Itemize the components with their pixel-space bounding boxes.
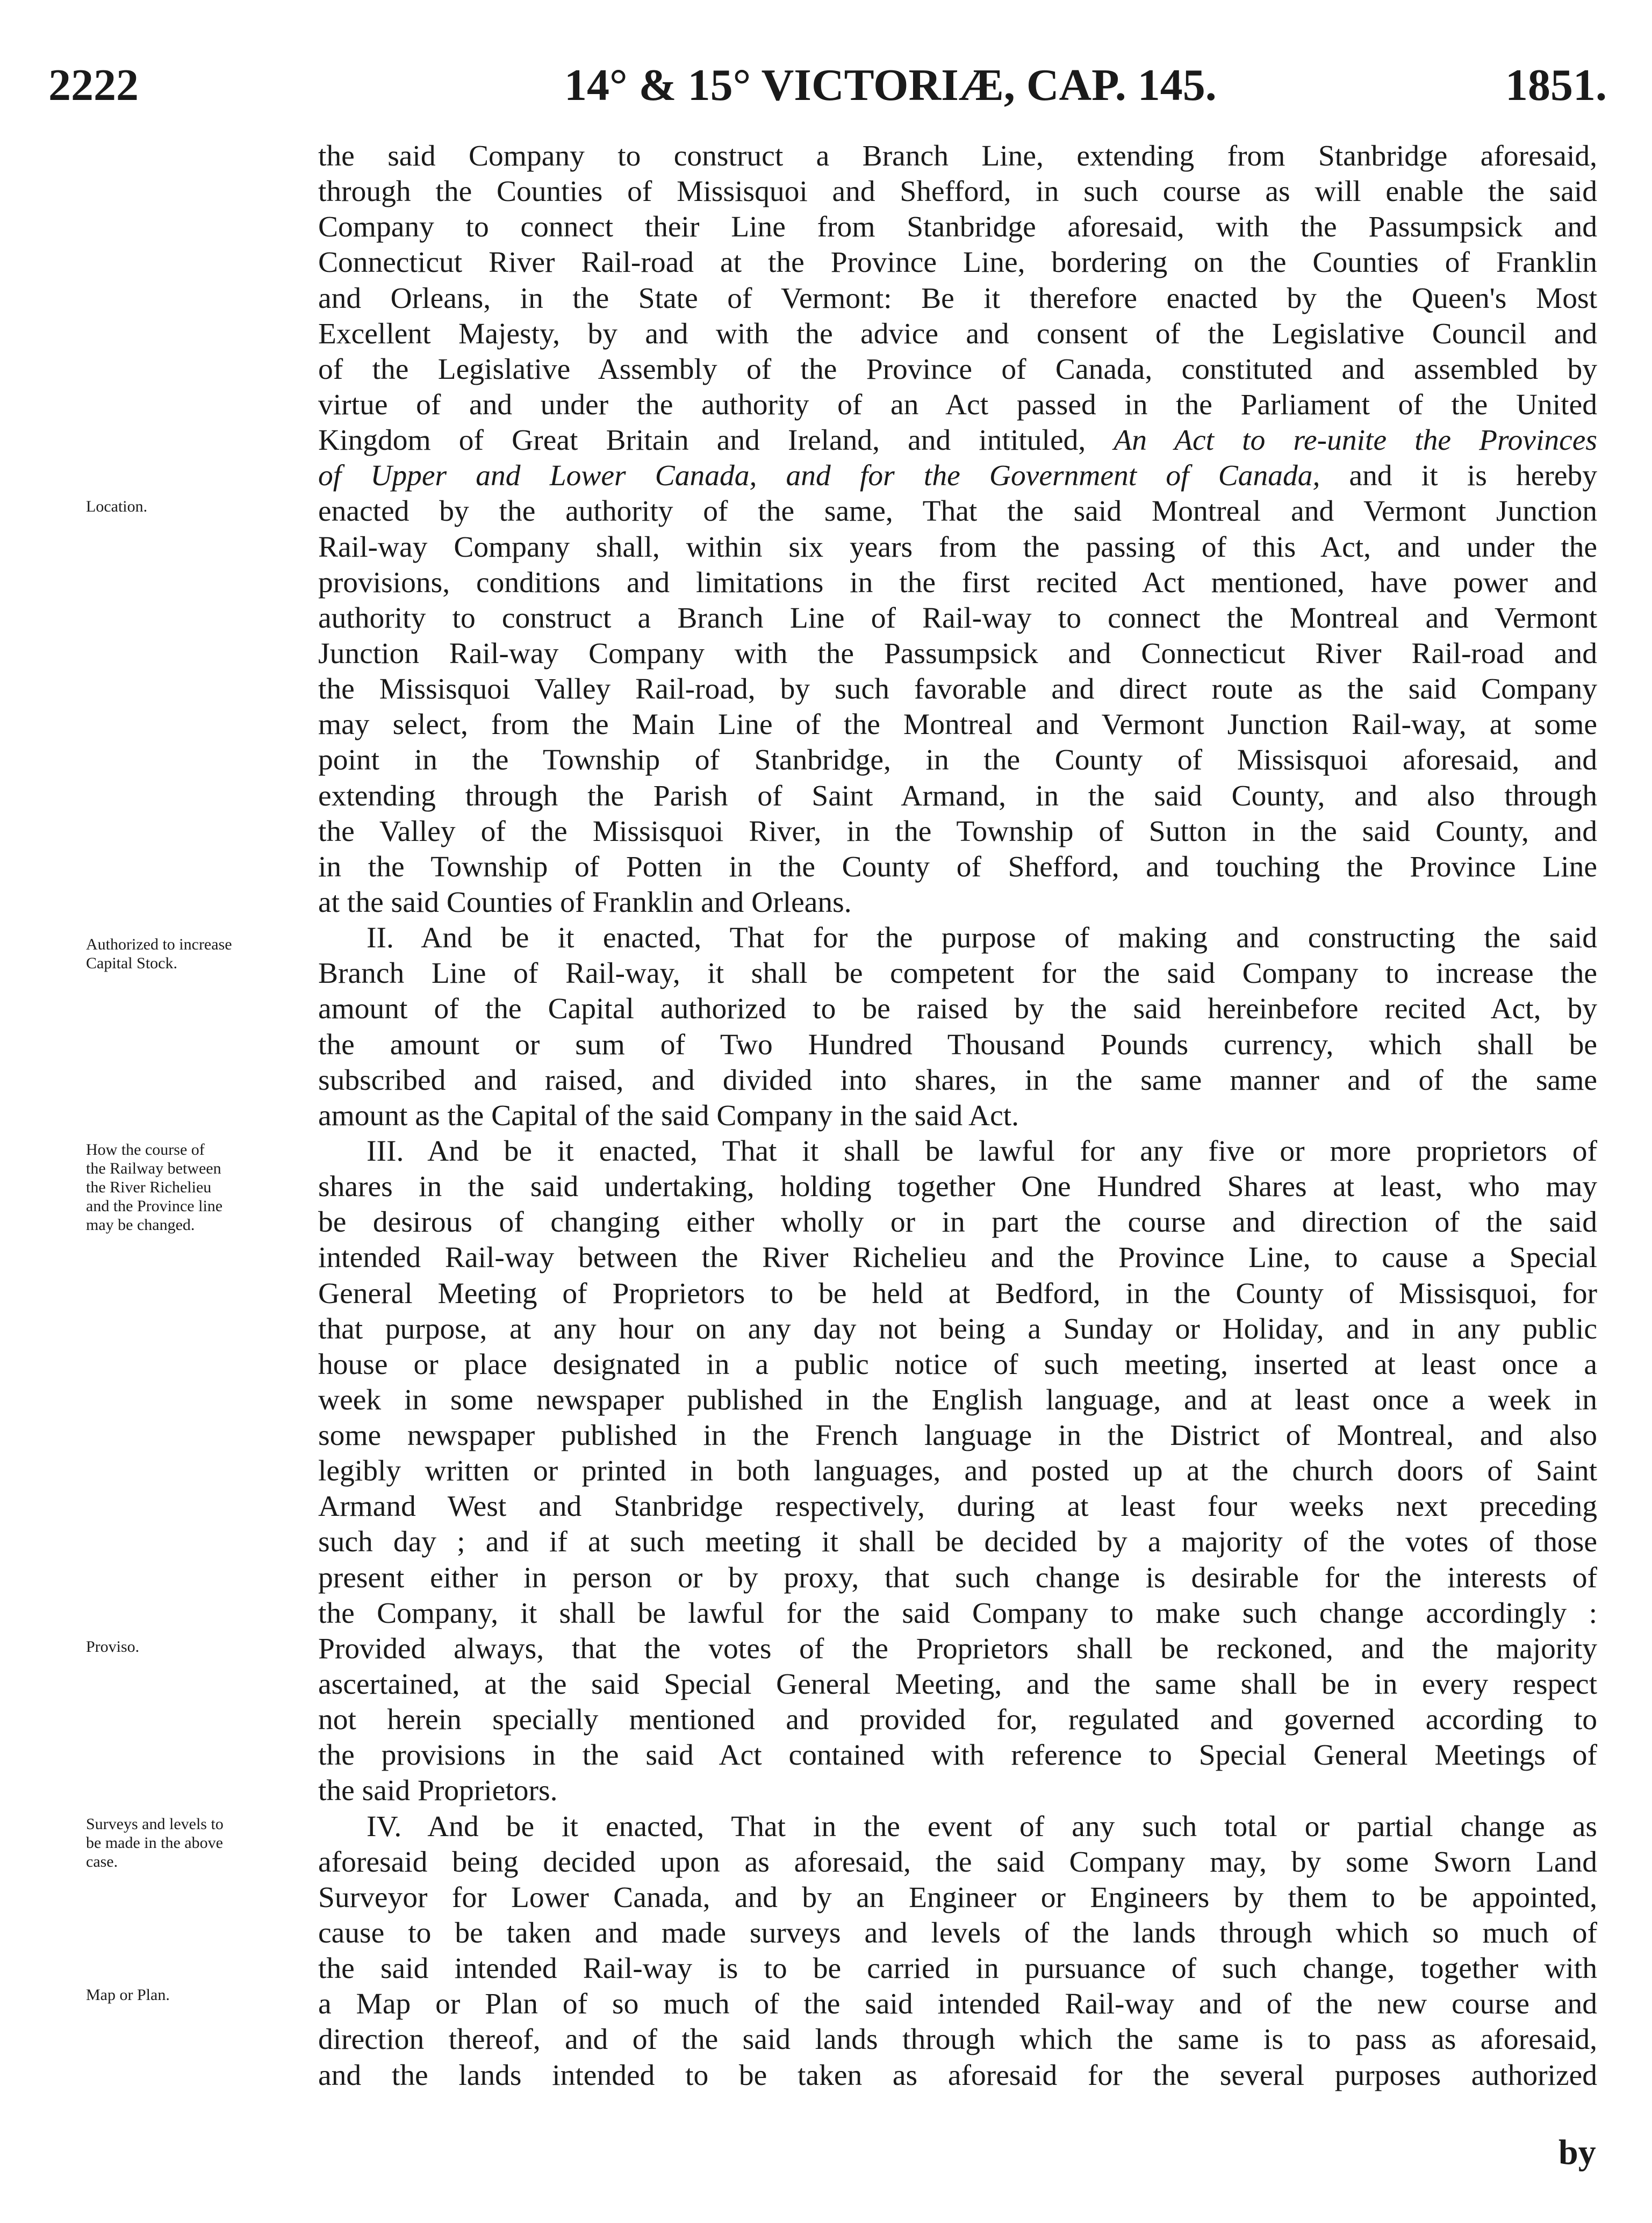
text-line: not herein specially mentioned and provided for, regulated and governed according to: [318, 1703, 1597, 1737]
text-line: house or place designated in a public notice of such meeting, inserted at least once a: [318, 1348, 1597, 1381]
text-line: through the Counties of Missisquoi and Shefford, in such course as will enable the said: [318, 175, 1597, 208]
text-line: and the lands intended to be taken as aforesaid for the several purposes authorized: [318, 2059, 1597, 2092]
text-line: the Valley of the Missisquoi River, in the Township of Sutton in the said County, and: [318, 815, 1597, 848]
text-line: Branch Line of Rail-way, it shall be competent for the said Company to increase the: [318, 957, 1597, 990]
margin-note-text: Proviso.: [86, 1638, 140, 1656]
margin-note-text: Capital Stock.: [86, 954, 177, 972]
text-line: of the Legislative Assembly of the Province of Canada, constituted and assembled by: [318, 352, 1597, 386]
text-line: the Company, it shall be lawful for the said Company to make such change accordingly :: [318, 1596, 1597, 1630]
text-line: Armand West and Stanbridge respectively, during at least four weeks next preceding: [318, 1490, 1597, 1523]
text-line: the amount or sum of Two Hundred Thousand Pounds currency, which shall be: [318, 1028, 1597, 1061]
margin-note-text: Surveys and levels to: [86, 1815, 224, 1833]
section-iv-start: IV. And be it enacted, That in the event of any such total or partial change as: [367, 1810, 1597, 1843]
act-title-italic: of Upper and Lower Canada, and for the Government of Canada,: [318, 459, 1320, 493]
text-line: some newspaper published in the French language in the District of Montreal, and also: [318, 1419, 1597, 1452]
text-line: present either in person or by proxy, that such change is desirable for the interests of: [318, 1561, 1597, 1594]
margin-note-surveys: [86, 1815, 312, 1871]
text-segment: Kingdom of Great Britain and Ireland, and intituled,: [318, 424, 1086, 457]
margin-note-text: the Railway between: [86, 1160, 221, 1177]
text-line: direction thereof, and of the said lands through which the same is to pass as aforesaid,: [318, 2023, 1597, 2056]
text-line: legibly written or printed in both languages, and posted up at the church doors of Saint: [318, 1455, 1597, 1488]
text-line: the said intended Rail-way is to be carried in pursuance of such change, together with: [318, 1952, 1597, 1985]
section-ii-start: II. And be it enacted, That for the purpose of making and constructing the said: [367, 922, 1597, 955]
text-line: the provisions in the said Act contained with reference to Special General Meetings of: [318, 1739, 1597, 1772]
margin-note-map: [86, 1985, 312, 2004]
text-line: and Orleans, in the State of Vermont: Be it therefore enacted by the Queen's Most: [318, 282, 1597, 315]
margin-note-text: How the course of: [86, 1141, 205, 1159]
margin-note-capital: [86, 935, 312, 973]
text-line: the said Company to construct a Branch Line, extending from Stanbridge aforesaid,: [318, 140, 1597, 172]
text-line: Connecticut River Rail-road at the Province Line, bordering on the Counties of Franklin: [318, 246, 1597, 279]
text-line: be desirous of changing either wholly or in part the course and direction of the said: [318, 1206, 1597, 1239]
text-line: Rail-way Company shall, within six years from the passing of this Act, and under the: [318, 530, 1597, 564]
margin-note-proviso: [86, 1637, 312, 1656]
text-line: amount as the Capital of the said Company in the said Act.: [318, 1099, 1019, 1132]
page-header: [48, 59, 1607, 118]
text-line: [318, 458, 1597, 494]
text-line: such day ; and if at such meeting it shall be decided by a majority of the votes of those: [318, 1526, 1597, 1559]
text-line: amount of the Capital authorized to be raised by the said hereinbefore recited Act, by: [318, 992, 1597, 1026]
year: 1851.: [1505, 60, 1607, 110]
page-number: 2222: [48, 60, 139, 110]
margin-note-text: be made in the above: [86, 1834, 223, 1852]
text-line: General Meeting of Proprietors to be held at Bedford, in the County of Missisquoi, for: [318, 1277, 1597, 1310]
catchword: by: [1558, 2133, 1596, 2172]
text-line: at the said Counties of Franklin and Orleans.: [318, 886, 852, 919]
body-text: [318, 139, 1597, 2093]
text-line: authority to construct a Branch Line of Rail-way to connect the Montreal and Vermont: [318, 601, 1597, 635]
margin-note-text: Location.: [86, 498, 148, 515]
margin-note-text: the River Richelieu: [86, 1178, 212, 1196]
margin-note-text: Authorized to increase: [86, 936, 232, 953]
margin-note-text: may be changed.: [86, 1216, 195, 1234]
margin-note-text: case.: [86, 1853, 118, 1871]
text-line: the said Proprietors.: [318, 1774, 558, 1808]
text-line: provisions, conditions and limitations in the first recited Act mentioned, have power and: [318, 566, 1597, 599]
text-line: subscribed and raised, and divided into shares, in the same manner and of the same: [318, 1063, 1597, 1097]
text-line: [318, 423, 1597, 458]
text-line: Surveyor for Lower Canada, and by an Engineer or Engineers by them to be appointed,: [318, 1881, 1597, 1914]
text-line: the Missisquoi Valley Rail-road, by such favorable and direct route as the said Company: [318, 673, 1597, 706]
page-title: 14° & 15° VICTORIÆ, CAP. 145.: [564, 60, 1217, 110]
text-line: ascertained, at the said Special General Meeting, and the same shall be in every respect: [318, 1668, 1597, 1701]
margin-note-location: [86, 497, 312, 516]
text-line: Excellent Majesty, by and with the advice and consent of the Legislative Council and: [318, 317, 1597, 350]
text-line: point in the Township of Stanbridge, in the County of Missisquoi aforesaid, and: [318, 744, 1597, 777]
text-line: Company to connect their Line from Stanbridge aforesaid, with the Passumpsick and: [318, 211, 1597, 244]
text-line: extending through the Parish of Saint Armand, in the said County, and also through: [318, 779, 1597, 812]
text-line: aforesaid being decided upon as aforesaid, the said Company may, by some Sworn Land: [318, 1845, 1597, 1879]
text-line: shares in the said undertaking, holding together One Hundred Shares at least, who may: [318, 1170, 1597, 1204]
text-line: week in some newspaper published in the English language, and at least once a week in: [318, 1383, 1597, 1416]
margin-note-course: [86, 1140, 312, 1234]
text-line: Provided always, that the votes of the Proprietors shall be reckoned, and the majority: [318, 1632, 1597, 1665]
section-iii-start: III. And be it enacted, That it shall be lawful for any five or more proprietors of: [367, 1134, 1597, 1168]
margin-note-text: Map or Plan.: [86, 1986, 170, 2004]
act-title-italic: An Act to re-unite the Provinces: [1114, 424, 1597, 457]
margin-note-text: and the Province line: [86, 1197, 223, 1215]
text-line: that purpose, at any hour on any day not being a Sunday or Holiday, and in any public: [318, 1312, 1597, 1346]
text-line: cause to be taken and made surveys and levels of the lands through which so much of: [318, 1917, 1597, 1950]
text-segment: and it is hereby: [1349, 459, 1597, 493]
text-line: virtue of and under the authority of an Act passed in the Parliament of the United: [318, 388, 1597, 421]
text-line: a Map or Plan of so much of the said intended Rail-way and of the new course and: [318, 1988, 1597, 2021]
text-line: Junction Rail-way Company with the Passumpsick and Connecticut River Rail-road and: [318, 637, 1597, 670]
text-line: enacted by the authority of the same, That the said Montreal and Vermont Junction: [318, 495, 1597, 528]
text-line: in the Township of Potten in the County of Shefford, and touching the Province Line: [318, 850, 1597, 883]
text-line: intended Rail-way between the River Richelieu and the Province Line, to cause a Special: [318, 1241, 1597, 1275]
text-line: may select, from the Main Line of the Montreal and Vermont Junction Rail-way, at some: [318, 708, 1597, 742]
